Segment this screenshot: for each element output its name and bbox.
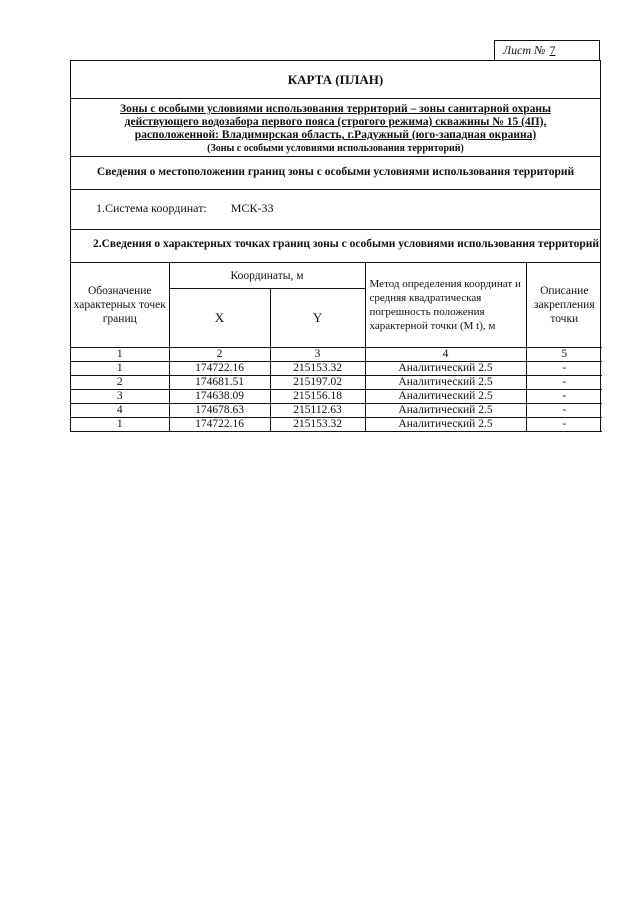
point-id: 1 [71,362,169,376]
header-y: Y [270,289,365,348]
header-method: Метод определения координат и средняя квадратическая погрешность положения характерной точки (М t), м [365,263,526,348]
method: Аналитический 2.5 [365,418,526,432]
method: Аналитический 2.5 [365,390,526,404]
column-number: 3 [270,348,365,362]
description: - [526,418,602,432]
zone-subtitle: (Зоны с особыми условиями использования территорий) [207,143,464,154]
method: Аналитический 2.5 [365,404,526,418]
header-description: Описание закрепления точки [526,263,602,348]
zone-description [71,99,600,157]
coord-y: 215112.63 [270,404,365,418]
point-id: 3 [71,390,169,404]
point-id: 1 [71,418,169,432]
table-row [71,404,602,418]
sheet-label: Лист № [503,43,546,57]
coord-x: 174722.16 [169,362,270,376]
coord-x: 174638.09 [169,390,270,404]
header-coordinates: Координаты, м [169,263,365,289]
table-row [71,390,602,404]
zone-line-3: расположенной: Владимирская область, г.Радужный (юго-западная окраина) [134,129,537,141]
location-heading: Сведения о местоположении границ зоны с особыми условиями использования территорий [71,157,600,190]
coord-x: 174678.63 [169,404,270,418]
point-id: 2 [71,376,169,390]
table-row [71,362,602,376]
column-numbers-row [71,348,602,362]
method: Аналитический 2.5 [365,376,526,390]
coord-x: 174722.16 [169,418,270,432]
coord-y: 215153.32 [270,418,365,432]
sheet-number-box [494,40,600,61]
table-row [71,376,602,390]
coord-y: 215156.18 [270,390,365,404]
table-row [71,418,602,432]
description: - [526,376,602,390]
coordinate-system-value: МСК-33 [230,201,274,215]
sheet-number: 7 [549,43,556,57]
coord-x: 174681.51 [169,376,270,390]
description: - [526,390,602,404]
column-number: 5 [526,348,602,362]
coord-y: 215197.02 [270,376,365,390]
column-number: 4 [365,348,526,362]
document-title: КАРТА (ПЛАН) [71,61,600,99]
zone-line-1: Зоны с особыми условиями использования территорий – зоны санитарной охраны [120,103,551,115]
column-number: 2 [169,348,270,362]
zone-line-2: действующего водозабора первого пояса (строгого режима) скважины № 15 (4П), [124,116,547,128]
header-x: X [169,289,270,348]
column-number: 1 [71,348,169,362]
coordinate-system [71,190,600,230]
coordinate-system-label: 1.Система координат: [96,201,207,215]
coord-y: 215153.32 [270,362,365,376]
points-heading: 2.Сведения о характерных точках границ зоны с особыми условиями использования территорий [71,230,600,263]
document-frame [70,60,601,432]
description: - [526,362,602,376]
header-designation: Обозначение характерных точек границ [71,263,169,348]
point-id: 4 [71,404,169,418]
points-table [71,263,602,432]
description: - [526,404,602,418]
method: Аналитический 2.5 [365,362,526,376]
